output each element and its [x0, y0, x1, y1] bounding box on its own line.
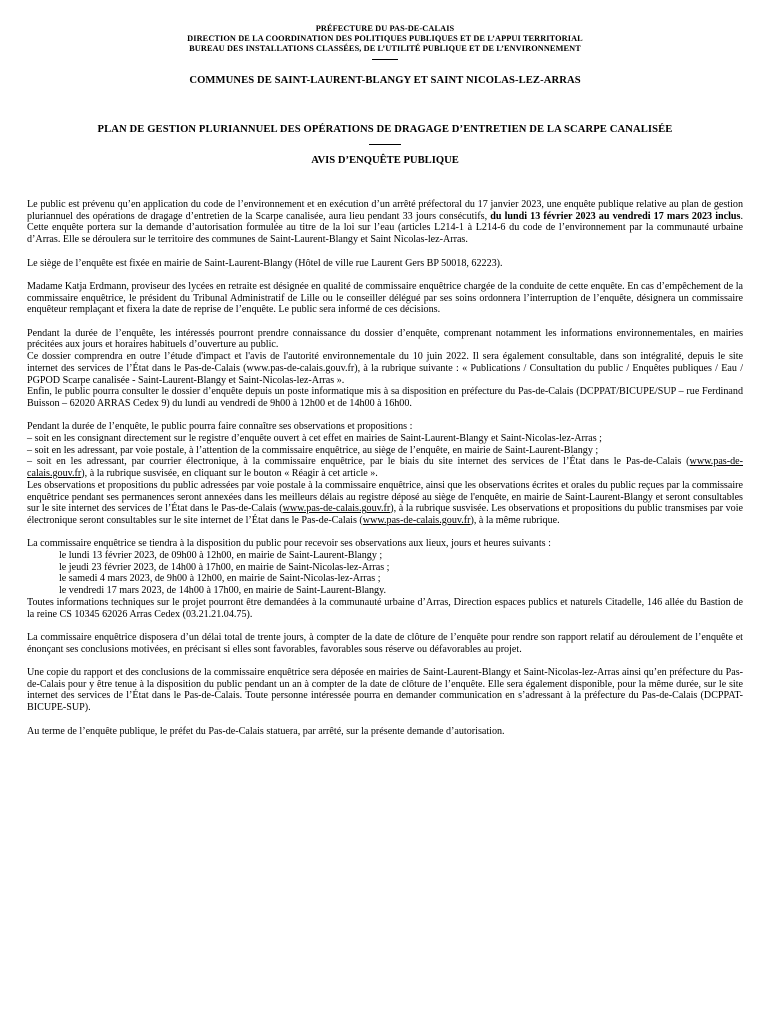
paragraph-rapport: La commissaire enquêtrice disposera d’un délai total de trente jours, à compter de la date de clôture de l’enquête pour rendre son rapport relatif au déroulement de l’enquête et énonçant ses conclusions motivées, en précisant si elles sont favorables, favorables sous réserve ou défavorables au projet.	[27, 631, 743, 655]
paragraph-permanences: La commissaire enquêtrice se tiendra à la disposition du public pour recevoir ses observations aux lieux, jours et heures suivants : le lundi 13 février 2023, de 09h00 à 12h00, en mairie de Saint-Laurent-Blangy ; le jeudi 23 février 2023, de 14h00 à 17h00, en mairie de Saint-Nicolas-lez-Arras ; le samedi 4 mars 2023, de 9h00 à 12h00, en mairie de Saint-Nicolas-lez-Arras ; le vendredi 17 mars 2023, de 14h00 à 17h00, en mairie de Saint-Laurent-Blangy. Toutes informations techniques sur le projet pourront être demandées à la communauté urbaine d’Arras, Direction espaces publics et naturels Citadelle, 146 allée du Bastion de la reine CS 10345 62026 Arras Cedex (03.21.21.04.75).	[27, 538, 743, 620]
header-line-direction: DIRECTION DE LA COORDINATION DES POLITIQUES PUBLIQUES ET DE L’APPUI TERRITORIAL	[187, 34, 583, 43]
document-page	[27, 24, 743, 749]
paragraph-copie: Une copie du rapport et des conclusions de la commissaire enquêtrice sera déposée en mairies de Saint-Laurent-Blangy et Saint-Nicolas-lez-Arras ainsi qu’en préfecture du Pas-de-Calais pour y être tenue à la disposition du public pendant un an à compter de la date de clôture de l’enquête. Elle sera également disponible, pour la même durée, sur le site internet des services de l’État dans le Pas-de-Calais. Toute personne intéressée pourra en demander communication en s’adressant à la préfecture du Pas-de-Calais (DCPPAT-BICUPE-SUP).	[27, 667, 743, 714]
paragraph-siege: Le siège de l’enquête est fixée en mairie de Saint-Laurent-Blangy (Hôtel de ville rue Laurent Gers BP 50018, 62223).	[27, 257, 503, 269]
permanence-item: le samedi 4 mars 2023, de 9h00 à 12h00, en mairie de Saint-Nicolas-lez-Arras ;	[59, 573, 381, 585]
permanence-item: le jeudi 23 février 2023, de 14h00 à 17h00, en mairie de Saint-Nicolas-lez-Arras ;	[59, 561, 390, 573]
header-line-bureau: BUREAU DES INSTALLATIONS CLASSÉES, DE L’UTILITÉ PUBLIQUE ET DE L’ENVIRONNEMENT	[189, 44, 581, 53]
avis-title: AVIS D’ENQUÊTE PUBLIQUE	[311, 155, 459, 166]
permanence-item: le vendredi 17 mars 2023, de 14h00 à 17h00, en mairie de Saint-Laurent-Blangy.	[59, 585, 387, 597]
header-block	[27, 24, 743, 60]
paragraph-commissaire: Madame Katja Erdmann, proviseur des lycées en retraite est désignée en qualité de commissaire enquêtrice chargée de la conduite de cette enquête. En cas d’empêchement de la commissaire enquêtrice, le président du Tribunal Administratif de Lille ou le conseiller délégué par ses soins ordonnera l’interruption de l’enquête, désignera un commissaire enquêteur remplaçant et fixera la date de reprise de l’enquête. Le public sera informé de ces décisions.	[27, 280, 743, 316]
technical-info: Toutes informations techniques sur le projet pourront être demandées à la communauté urbaine d’Arras, Direction espaces publics et naturels Citadelle, 146 allée du Bastion de la reine CS 10345 62026 Arras Cedex (03.21.21.04.75).	[27, 596, 743, 620]
prefecture-website-link[interactable]: www.pas-de-calais.gouv.fr	[282, 503, 391, 515]
permanence-item: le lundi 13 février 2023, de 09h00 à 12h00, en mairie de Saint-Laurent-Blangy ;	[59, 550, 383, 562]
paragraph-observations: Pendant la durée de l’enquête, le public pourra faire connaître ses observations et propositions : – soit en les consignant directement sur le registre d’enquête ouvert à cet effet en mairies de Saint-Laurent-Blangy et Saint-Nicolas-lez-Arras ; – soit en les adressant, par voie postale, à l’attention de la commissaire enquêtrice, au siège de l’enquête, en mairie de Saint-Laurent-Blangy ; – soit en les adressant, par courrier électronique, à la commissaire enquêtrice, par le biais du site internet des services de l’État dans le Pas-de-Calais (www.pas-de-calais.gouv.fr), à la rubrique susvisée, en cliquant sur le bouton « Réagir à cet article ». Les observations et propositions du public adressées par voie postale à la commissaire enquêtrice, ainsi que les observations écrites et orales du public reçues par la commissaire enquêtrice pendant ses permanences seront annexées dans les meilleurs délais au registre déposé au siège de l'enquête, en mairie de Saint-Laurent-Blangy et seront consultables sur le site internet des services de l’État dans le Pas-de-Calais (www.pas-de-calais.gouv.fr), à la rubrique susvisée. Les observations et propositions du public transmises par voie électronique seront consultables sur le site internet de l’État dans le Pas-de-Calais (www.pas-de-calais.gouv.fr), à la même rubrique.	[27, 421, 743, 526]
notice-body	[27, 199, 743, 737]
prefecture-website-link[interactable]: www.pas-de-calais.gouv.fr	[362, 514, 471, 526]
prefecture-website-link[interactable]: www.pas-de-calais.gouv.fr	[27, 456, 743, 480]
enquiry-dates: du lundi 13 février 2023 au vendredi 17 mars 2023 inclus	[490, 210, 741, 222]
header-line-prefecture: PRÉFECTURE DU PAS-DE-CALAIS	[315, 24, 455, 33]
communes-title: COMMUNES DE SAINT-LAURENT-BLANGY ET SAINT NICOLAS-LEZ-ARRAS	[189, 75, 581, 86]
header-divider	[372, 59, 398, 60]
title-divider	[369, 144, 401, 145]
plan-title: PLAN DE GESTION PLURIANNUEL DES OPÉRATIONS DE DRAGAGE D’ENTRETIEN DE LA SCARPE CANALISÉE	[97, 124, 673, 135]
paragraph-dossier: Pendant la durée de l’enquête, les intéressés pourront prendre connaissance du dossier d’enquête, comprenant notamment les informations environnementales, en mairies précitées aux jours et horaires habituels d’ouverture au public. Ce dossier comprendra en outre l’étude d'impact et l'avis de l'autorité environnementale du 10 juin 2022. Il sera également consultable, dans son intégralité, depuis le site internet des services de l’État dans le Pas-de-Calais (www.pas-de-calais.gouv.fr), à la rubrique suivante : « Publications / Consultation du public / Enquêtes publiques / Eau / PGPOD Scarpe canalisée - Saint-Laurent-Blangy et Saint-Nicolas-lez-Arras ». Enfin, le public pourra consulter le dossier d’enquête depuis un poste informatique mis à sa disposition en préfecture du Pas-de-Calais (DCPPAT/BICUPE/SUP – rue Ferdinand Buisson – 62020 ARRAS Cedex 9) du lundi au vendredi de 9h00 à 12h00 et de 14h00 à 16h00.	[27, 327, 743, 409]
paragraph-intro: Le public est prévenu qu’en application du code de l’environnement et en exécution d’un arrêté préfectoral du 17 janvier 2023, une enquête publique relative au plan de gestion pluriannuel des opérations de dragage d’entretien de la Scarpe canalisée, aura lieu pendant 33 jours consécutifs, du lundi 13 février 2023 au vendredi 17 mars 2023 inclus. Cette enquête portera sur la demande d’autorisation formulée au titre de la loi sur l’eau (articles L214-1 à L214-6 du code de l’environnement par la communauté urbaine d’Arras. Elle se déroulera sur le territoire des communes de Saint-Laurent-Blangy et Saint Nicolas-lez-Arras.	[27, 199, 743, 246]
paragraph-conclusion: Au terme de l’enquête publique, le préfet du Pas-de-Calais statuera, par arrêté, sur la présente demande d’autorisation.	[27, 725, 505, 737]
